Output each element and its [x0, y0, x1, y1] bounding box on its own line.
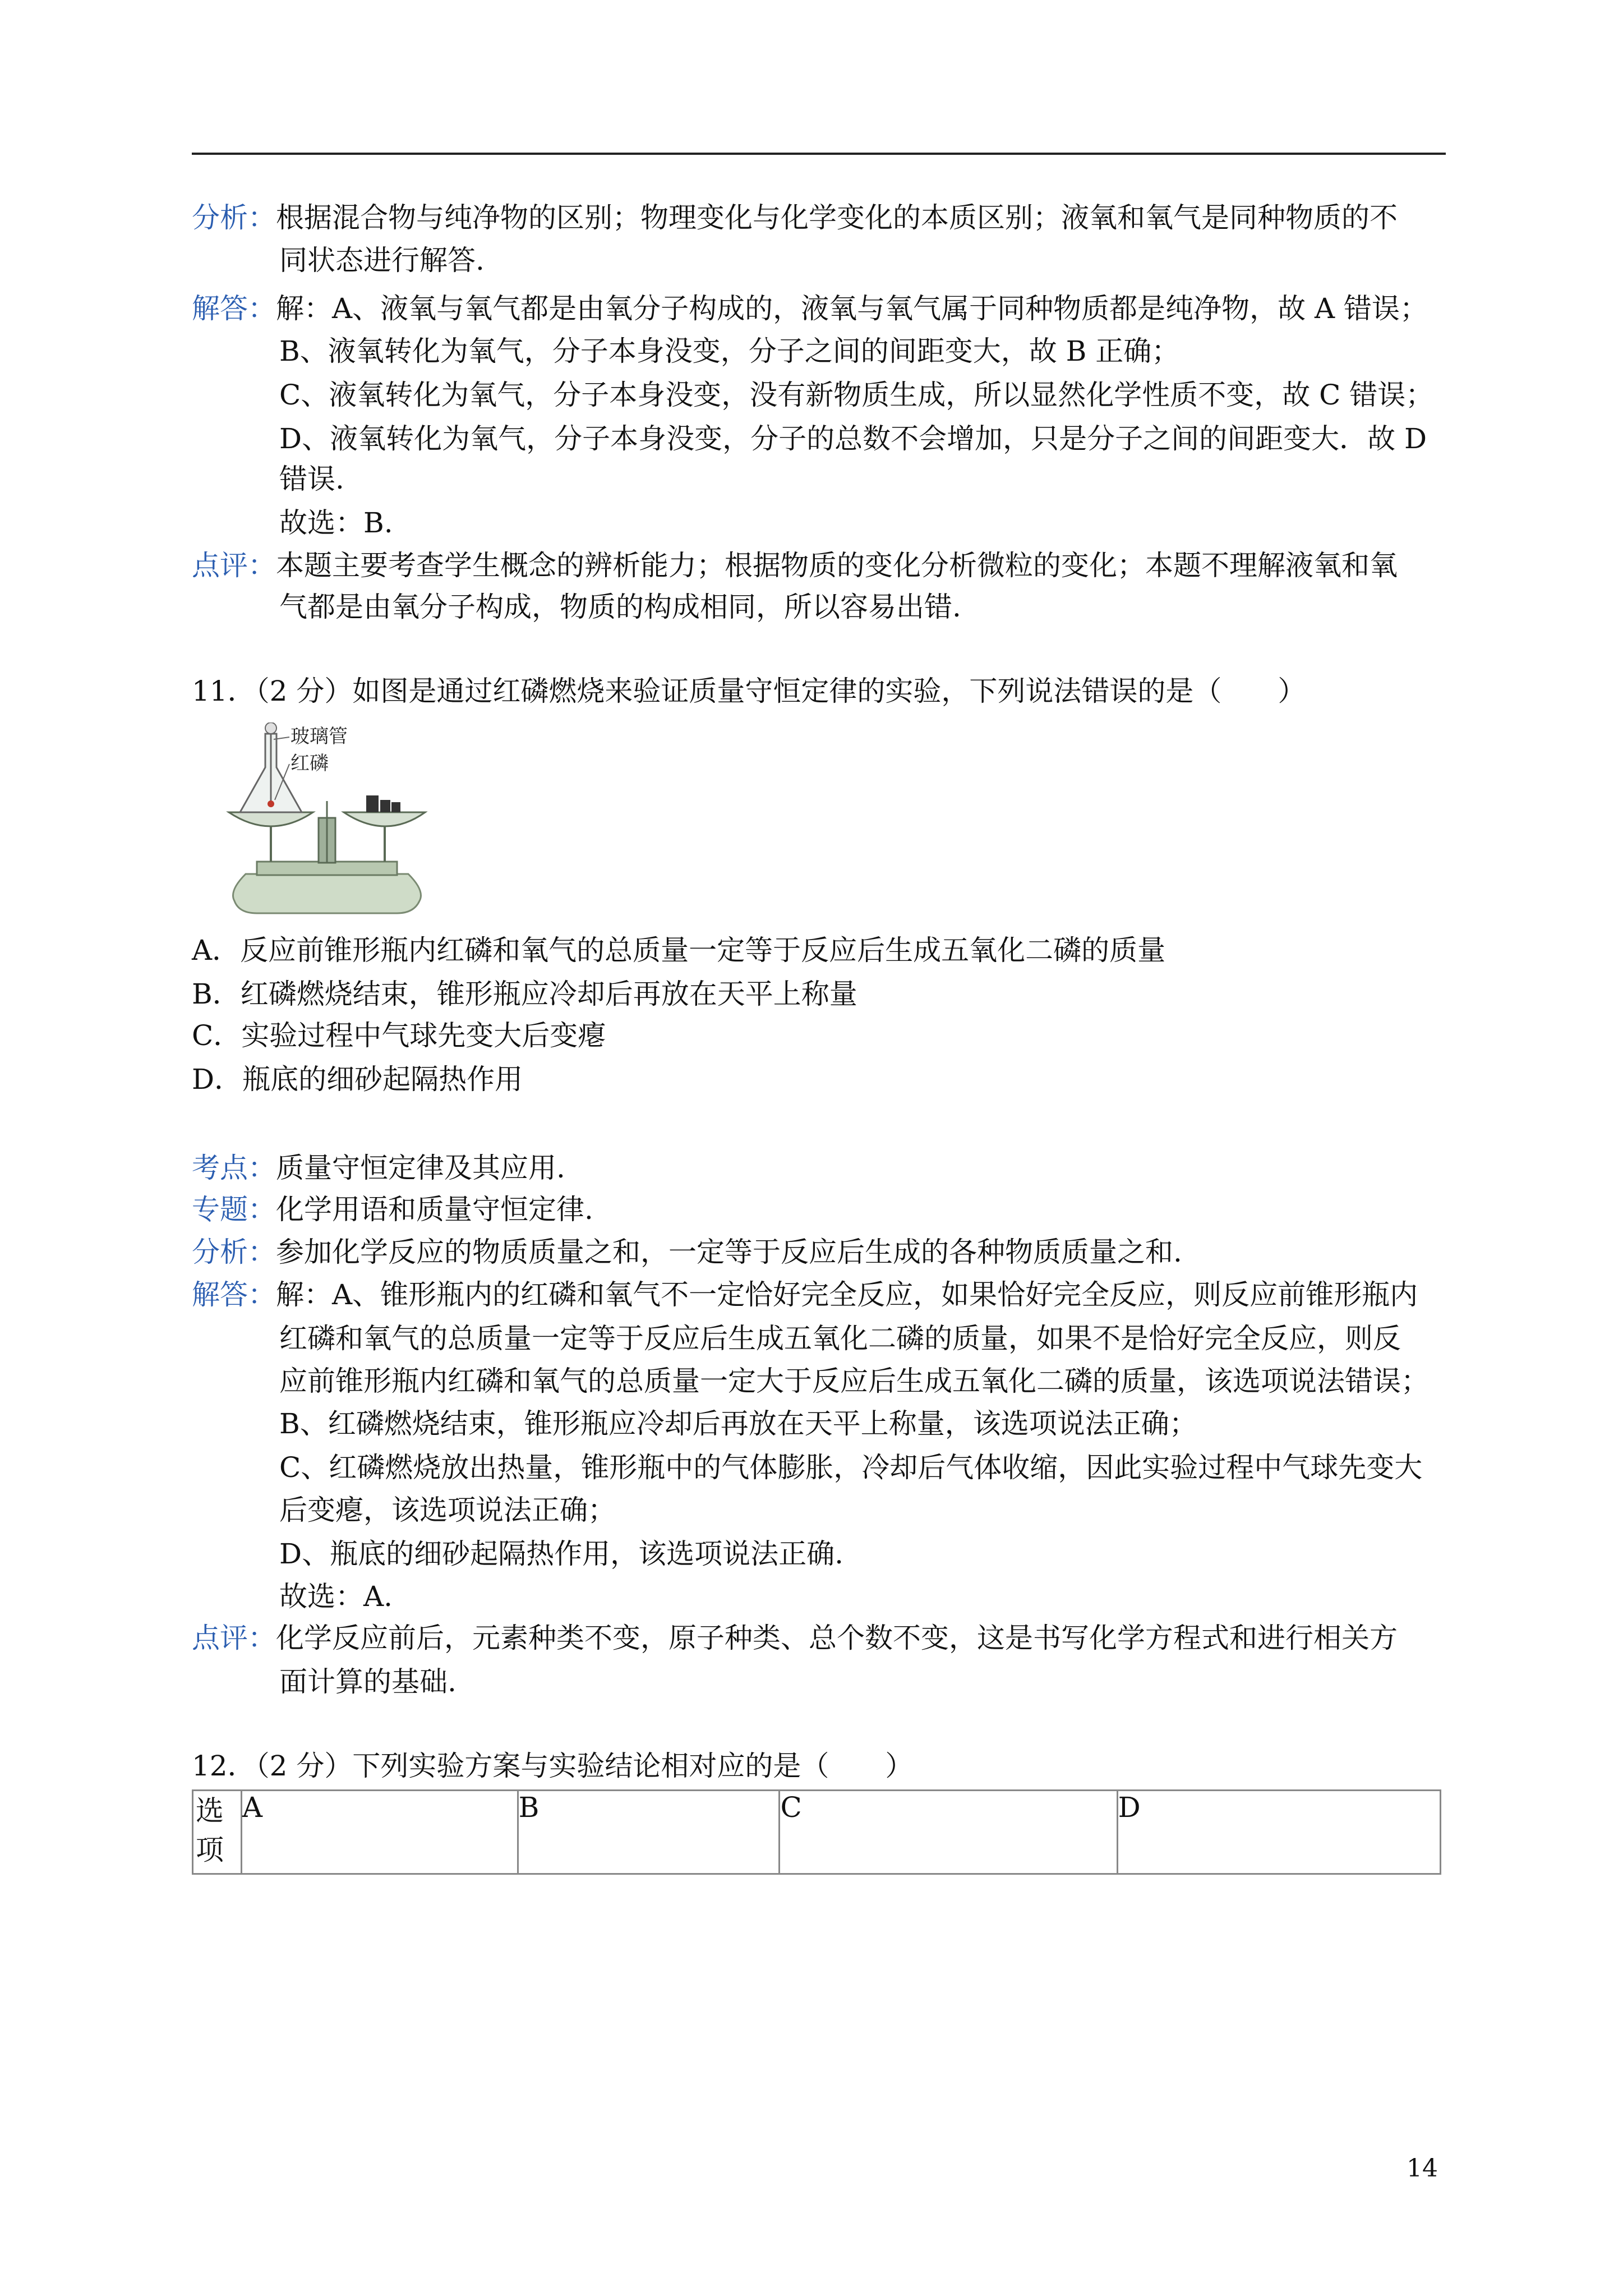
q11-answer-line-7: D、瓶底的细砂起隔热作用，该选项说法正确.: [279, 1538, 843, 1570]
zhuanti-label: 专题：: [192, 1193, 276, 1226]
q11-answer-line-3: 应前锥形瓶内红磷和氧气的总质量一定大于反应后生成五氧化二磷的质量，该选项说法错误；: [279, 1365, 1429, 1397]
q10-answer-line-6: 故选：B.: [279, 507, 393, 539]
table-row: [193, 1791, 1441, 1874]
left-pan: [229, 812, 313, 826]
q11-option-b: B．红磷燃烧结束，锥形瓶应冷却后再放在天平上称量: [192, 978, 857, 1010]
balance-beam: [257, 862, 397, 875]
q11-answer-line-5: C、红磷燃烧放出热量，锥形瓶中的气体膨胀，冷却后气体收缩，因此实验过程中气球先变大: [279, 1451, 1423, 1484]
answer-label: 解答：: [192, 1278, 276, 1311]
q11-kaodian: 考点：质量守恒定律及其应用.: [192, 1152, 565, 1184]
q10-answer-line-4: D、液氧转化为氧气，分子本身没变，分子的总数不会增加，只是分子之间的间距变大．故 D: [279, 422, 1427, 455]
header-rule: [192, 153, 1446, 155]
balloon: [265, 723, 276, 734]
balance-figure: [223, 723, 430, 922]
q11-option-c: C．实验过程中气球先变大后变瘪: [192, 1019, 606, 1052]
q11-comment-line-2: 面计算的基础.: [279, 1665, 457, 1698]
weight-1: [366, 795, 379, 812]
q11-analysis: 分析：参加化学反应的物质质量之和，一定等于反应后生成的各种物质质量之和.: [192, 1236, 1182, 1268]
q11-stem: 11．（2 分）如图是通过红磷燃烧来验证质量守恒定律的实验，下列说法错误的是（ ）: [192, 675, 1306, 707]
right-pan: [344, 812, 425, 826]
q10-answer-line-3: C、液氧转化为氧气，分子本身没变，没有新物质生成，所以显然化学性质不变，故 C 错误；: [279, 379, 1434, 411]
q11-comment-line-1: 点评：化学反应前后，元素种类不变，原子种类、总个数不变，这是书写化学方程式和进行相关方: [192, 1622, 1398, 1654]
table-header-cell: A: [241, 1791, 518, 1874]
q10-answer-line-2: B、液氧转化为氧气，分子本身没变，分子之间的间距变大，故 B 正确；: [279, 335, 1180, 367]
analysis-label: 分析：: [192, 1236, 276, 1268]
q12-options-table: [192, 1789, 1441, 1875]
q11-answer-line-6: 后变瘪，该选项说法正确；: [279, 1494, 616, 1526]
table-header-cell: D: [1117, 1791, 1440, 1874]
q11-answer-line-8: 故选：A.: [279, 1580, 393, 1613]
q12-stem: 12．（2 分）下列实验方案与实验结论相对应的是（ ）: [192, 1750, 914, 1782]
balance-base: [233, 874, 421, 913]
q11-option-d: D．瓶底的细砂起隔热作用: [192, 1063, 523, 1096]
q11-zhuanti: 专题：化学用语和质量守恒定律.: [192, 1193, 593, 1226]
comment-label: 点评：: [192, 1622, 276, 1654]
kaodian-label: 考点：: [192, 1152, 276, 1184]
q10-analysis-line-2: 同状态进行解答.: [279, 244, 485, 277]
comment-label: 点评：: [192, 549, 276, 582]
page-number: 14: [1407, 2154, 1438, 2183]
weight-2: [380, 800, 390, 812]
weight-3: [391, 802, 400, 812]
q11-answer-line-4: B、红磷燃烧结束，锥形瓶应冷却后再放在天平上称量，该选项说法正确；: [279, 1407, 1197, 1440]
q10-analysis-line-1: 分析：根据混合物与纯净物的区别；物理变化与化学变化的本质区别；液氧和氧气是同种物质的不: [192, 201, 1398, 234]
q11-answer-line-2: 红磷和氧气的总质量一定等于反应后生成五氧化二磷的质量，如果不是恰好完全反应，则反: [279, 1322, 1401, 1355]
table-header-cell: B: [518, 1791, 780, 1874]
red-phosphorus: [268, 800, 274, 807]
analysis-label: 分析：: [192, 201, 276, 234]
q11-option-a: A．反应前锥形瓶内红磷和氧气的总质量一定等于反应后生成五氧化二磷的质量: [192, 934, 1166, 967]
figure-label-glass-tube: 玻璃管: [291, 725, 348, 748]
answer-label: 解答：: [192, 292, 276, 325]
q10-comment-line-1: 点评：本题主要考查学生概念的辨析能力；根据物质的变化分析微粒的变化；本题不理解液氧和氧: [192, 549, 1398, 582]
table-header-cell: 选项: [193, 1791, 242, 1874]
q10-answer-line-5: 错误.: [279, 463, 344, 495]
q10-answer-line-1: 解答：解：A、液氧与氧气都是由氧分子构成的，液氧与氧气属于同种物质都是纯净物，故 A 错误；: [192, 292, 1428, 325]
figure-label-red-phosphorus: 红磷: [291, 752, 329, 775]
q11-answer-line-1: 解答：解：A、锥形瓶内的红磷和氧气不一定恰好完全反应，如果恰好完全反应，则反应前锥形瓶内: [192, 1278, 1418, 1311]
q10-comment-line-2: 气都是由氧分子构成，物质的构成相同，所以容易出错.: [279, 591, 961, 623]
table-header-cell: C: [780, 1791, 1117, 1874]
